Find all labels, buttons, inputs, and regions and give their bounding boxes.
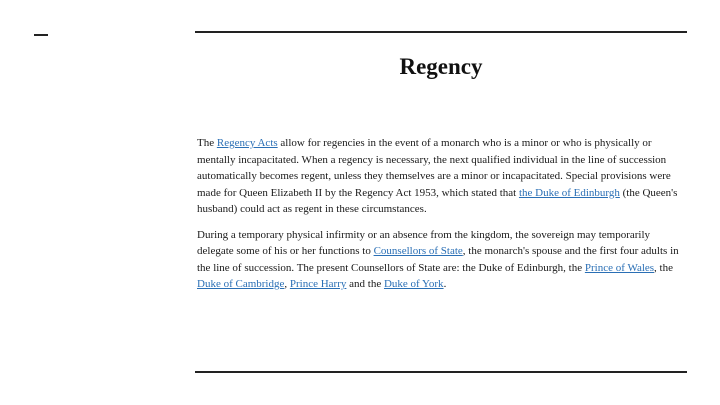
paragraph-regency-acts [197, 135, 681, 218]
link-prince-harry[interactable]: Prince Harry [289, 278, 347, 290]
link-regency-acts[interactable]: Regency Acts [216, 137, 278, 149]
text-run: , [284, 278, 290, 290]
text-run: allow for regencies in the event of a monarch who is a minor or who is physically or mentally incapacitated. When a regency is necessary, the next qualified individual in the line of succession automatically becomes regent, unless they themselves are a minor or incapacitated. Special provisions were made for Queen Elizabeth II by the Regency Act 1953, which stated that [197, 137, 671, 199]
text-run: During a temporary physical infirmity or an absence from the kingdom, the sovereign may temporarily delegate some of his or her functions to [197, 228, 651, 257]
link-prince-of-wales[interactable]: Prince of Wales [584, 261, 655, 274]
text-run: , the monarch's spouse and the first four adults in the line of succession. The present Counsellors of State are: the Duke of Edinburgh, the [197, 245, 679, 274]
link-duke-of-edinburgh[interactable]: the Duke of Edinburgh [518, 186, 620, 199]
paragraph-counsellors [197, 227, 681, 293]
link-counsellors-of-state[interactable]: Counsellors of State [373, 245, 463, 257]
text-run: , the [654, 261, 673, 274]
text-run: and the [346, 278, 384, 290]
corner-dash [34, 34, 48, 36]
slide-body [197, 135, 681, 302]
slide-title: Regency [399, 54, 483, 79]
text-run: (the Queen's husband) could act as regent in these circumstances. [197, 186, 678, 215]
link-duke-of-york[interactable]: Duke of York [383, 278, 444, 290]
bottom-rule [195, 371, 687, 373]
top-rule [195, 31, 687, 33]
link-duke-of-cambridge[interactable]: Duke of Cambridge [197, 278, 285, 290]
text-run: . [443, 278, 447, 290]
text-run: The [197, 137, 217, 149]
